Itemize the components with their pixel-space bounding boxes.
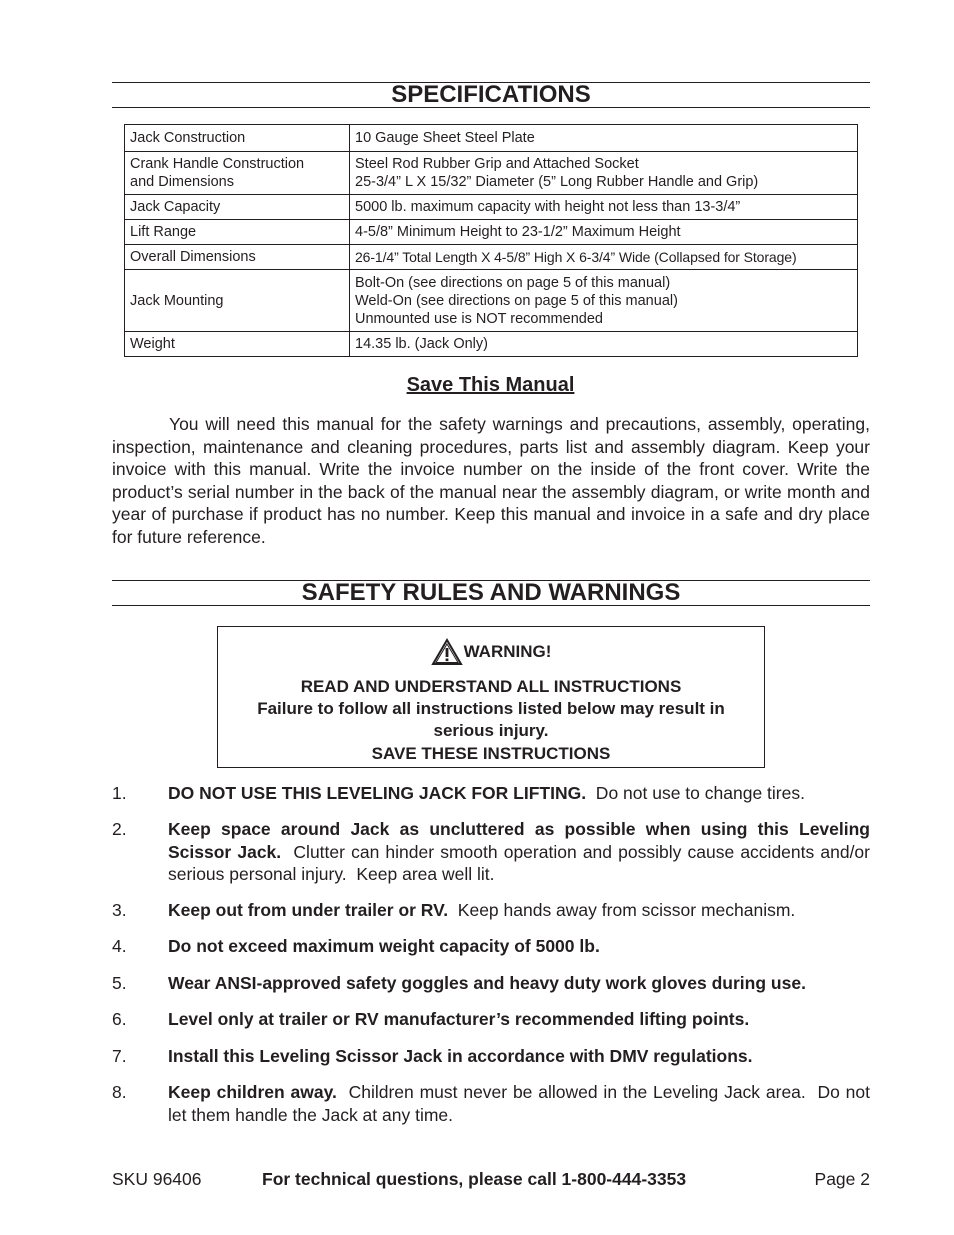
table-row [125,195,858,220]
save-manual-paragraph: You will need this manual for the safety warnings and precautions, assembly, operating, inspection, maintenance and cleaning procedures, parts list and assembly diagram. Keep your invoice with this manual. Write the invoice number on the inside of the front cover. Write the product’s serial number in the back of the manual near the assembly diagram, or write month and year of purchase if product has no number. Keep this manual and invoice in a safe and dry place for future reference. [112,414,870,547]
sku-number: SKU 96406 [112,1169,202,1189]
rule-number: 1. [112,783,127,803]
rule-bold-text: Wear ANSI-approved safety goggles and heavy duty work gloves during use. [168,973,806,993]
rule-bold-text: Keep out from under trailer or RV. [168,900,449,920]
spec-label: Jack Mounting [125,270,350,332]
warning-title: WARNING! [463,641,552,661]
spec-value: Steel Rod Rubber Grip and Attached Socket 25-3/4” L X 15/32” Diameter (5” Long Rubber Handle and Grip) [350,152,858,195]
table-row [125,125,858,152]
rule-bold-text: Keep children away. [168,1082,337,1102]
rule-number: 7. [112,1046,127,1066]
spec-value: 4-5/8” Minimum Height to 23-1/2” Maximum Height [350,220,858,245]
specifications-heading: SPECIFICATIONS [112,82,870,108]
safety-rules-heading: SAFETY RULES AND WARNINGS [112,580,870,606]
table-row [125,270,858,332]
rule-number: 5. [112,973,127,993]
rule-bold-text: Level only at trailer or RV manufacturer’s recommended lifting points. [168,1009,750,1029]
specifications-table [124,124,858,357]
spec-label: Jack Capacity [125,195,350,220]
rule-number: 8. [112,1082,127,1102]
save-manual-heading: Save This Manual [406,374,575,396]
rule-number: 6. [112,1009,127,1029]
table-row [125,152,858,195]
rule-number: 2. [112,819,127,839]
spec-label: Overall Dimensions [125,245,350,270]
spec-label: Lift Range [125,220,350,245]
rule-bold-text: DO NOT USE THIS LEVELING JACK FOR LIFTING. [168,783,587,803]
spec-value: 14.35 lb. (Jack Only) [350,332,858,357]
rule-bold-text: Do not exceed maximum weight capacity of 5000 lb. [168,936,600,956]
table-row [125,220,858,245]
rule-bold-text: Keep space around Jack as uncluttered as possible when using this Leveling Scissor Jack. [168,819,870,862]
rule-number: 4. [112,936,127,956]
spec-value: 26-1/4” Total Length X 4-5/8” High X 6-3/4” Wide (Collapsed for Storage) [350,245,858,270]
rule-number: 3. [112,900,127,920]
page-number: Page 2 [814,1169,870,1189]
table-row [125,332,858,357]
warning-box [217,626,765,768]
rule-text: Do not use to change tires. [586,783,805,803]
warning-title-row [218,638,764,666]
page-footer [112,1167,870,1191]
technical-support-phone: For technical questions, please call 1-800-444-3353 [262,1169,687,1189]
rule-text: Keep hands away from scissor mechanism. [448,900,796,920]
spec-value: Bolt-On (see directions on page 5 of this manual) Weld-On (see directions on page 5 of this manual) Unmounted use is NOT recommended [350,270,858,332]
table-row [125,245,858,270]
warning-line: Failure to follow all instructions listed below may result in [257,699,725,719]
rule-text: Children must never be allowed in the Leveling Jack area. Do not let them handle the Jack at any time. [168,1082,875,1125]
spec-label: Jack Construction [125,125,350,152]
warning-triangle-icon [431,638,464,666]
rule-text: Clutter can hinder smooth operation and possibly cause accidents and/or serious personal injury. Keep area well lit. [168,841,875,885]
warning-line: SAVE THESE INSTRUCTIONS [371,743,611,763]
warning-line: serious injury. [433,721,549,741]
rule-bold-text: Install this Leveling Scissor Jack in accordance with DMV regulations. [168,1046,753,1066]
spec-value: 5000 lb. maximum capacity with height not less than 13-3/4” [350,195,858,220]
spec-label: Weight [125,332,350,357]
spec-label: Crank Handle Construction and Dimensions [125,152,350,195]
spec-value: 10 Gauge Sheet Steel Plate [350,125,858,152]
warning-line: READ AND UNDERSTAND ALL INSTRUCTIONS [300,677,682,696]
